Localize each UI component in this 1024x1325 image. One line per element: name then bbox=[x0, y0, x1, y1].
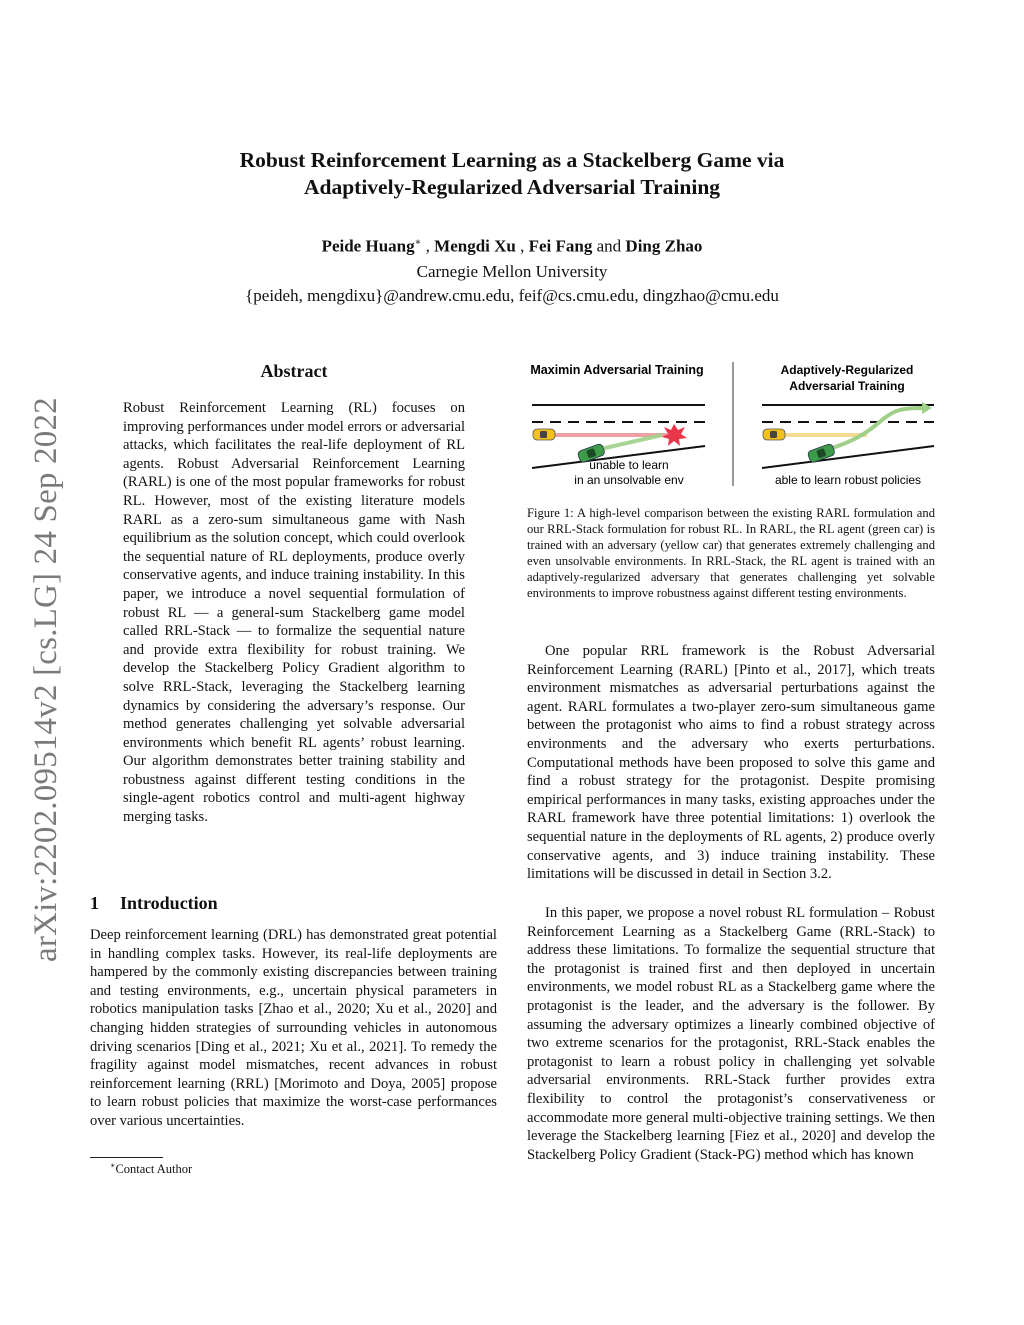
author-and: and bbox=[592, 236, 626, 256]
figure-right-note: able to learn robust policies bbox=[774, 473, 922, 487]
figure-1 bbox=[522, 358, 942, 498]
author-name: Fei Fang bbox=[528, 236, 593, 256]
paragraph-text: One popular RRL framework is the Robust Adversarial Reinforcement Learning (RARL) [Pinto et al., 2017], which treats environment mismatches as adversarial perturbations against the agent. RARL formulates a two-player zero-sum simultaneous game between the protagonist who aims to find a robust strategy across environments and the adversary who exerts perturbations. Computational methods have been proposed to solve this game and find a robust strategy for the protagonist. Despite promising empirical performances in many tasks, existing approaches under the RARL framework have three potential limitations: 1) overlook the sequential nature in the deployments of RL agents, 2) produce overly conservative agents, and 3) induce training instability. These limitations will be discussed in detail in Section 3.2. bbox=[527, 643, 935, 883]
author-name: Peide Huang bbox=[321, 236, 415, 256]
author-list bbox=[0, 232, 1024, 258]
right-column-paragraph bbox=[527, 904, 935, 1164]
figure-left-title: Maximin Adversarial Training bbox=[530, 363, 704, 377]
author-mark: ∗ bbox=[414, 237, 422, 248]
figure-left-note-line1: unable to learn bbox=[589, 458, 669, 472]
footnote-rule bbox=[90, 1157, 163, 1158]
figure-left-note-line2: in an unsolvable env bbox=[574, 473, 684, 487]
paper-title-line1: Robust Reinforcement Learning as a Stackelberg Game via bbox=[239, 148, 785, 172]
section-number: 1 bbox=[90, 893, 99, 913]
footnote-text: Contact Author bbox=[115, 1162, 193, 1177]
footnote-mark: ∗ bbox=[110, 1161, 116, 1170]
affiliation: Carnegie Mellon University bbox=[416, 262, 608, 281]
introduction-text: Deep reinforcement learning (DRL) has demonstrated great potential in handling complex tasks. However, its real-life deployments are hampered by the commonly existing discrepancies between training and testing environments, e.g., uncertain physical parameters in robotics manipulation tasks [Zhao et al., 2020; Xu et al., 2020] and changing hidden strategies of surrounding vehicles in autonomous driving scenarios [Ding et al., 2021; Xu et al., 2021]. To remedy the fragility against model mismatches, recent advances in robust reinforcement learning (RRL) [Morimoto and Doya, 2005] propose to learn robust policies that maximize the worst-case performances over various uncertainties. bbox=[90, 927, 497, 1129]
merge-lane-edge bbox=[762, 446, 934, 468]
paragraph-text: In this paper, we propose a novel robust RL formulation – Robust Reinforcement Learning as a Stackelberg Game (RRL-Stack) to address these limitations. To formalize the sequential structure that the protagonist is trained first and then deployed in uncertain environments, we model robust RL as a Stackelberg game where the protagonist is the leader, and the adversary is the follower. By assuming the adversary optimizes a linearly combined objective of two extreme scenarios for the protagonist, RRL-Stack enables the protagonist to learn a robust policy in challenging yet solvable adversarial environments. RRL-Stack further provides extra flexibility to control the protagonist’s conservativeness or accommodate more general multi-objective training settings. We then leverage the Stackelberg learning [Fiez et al., 2020] and develop the Stackelberg Policy Gradient (Stack-PG) method which has known bbox=[527, 905, 935, 1163]
paper-title-line2: Adaptively-Regularized Adversarial Training bbox=[303, 175, 721, 199]
paper-title bbox=[0, 147, 1024, 201]
adversary-car-icon bbox=[533, 429, 555, 440]
affiliation-block bbox=[0, 260, 1024, 308]
agent-path bbox=[822, 408, 922, 451]
author-separator: , bbox=[421, 236, 435, 256]
figure-right-title-line1: Adaptively-Regularized bbox=[780, 363, 914, 377]
right-column-paragraph bbox=[527, 642, 935, 884]
figure-caption: Figure 1: A high-level comparison between the existing RARL formulation and our RRL-Stack formulation for robust RL. In RARL, the RL agent (green car) is trained with an adversary (yellow car) that generates extremely challenging and even unsolvable environments. In RRL-Stack, the RL agent is trained with an adaptively-regularized adversary that generates challenging yet solvable environments to improve robustness against different testing environments. bbox=[527, 506, 935, 600]
arxiv-identifier: arXiv:2202.09514v2 [cs.LG] 24 Sep 2022 bbox=[28, 397, 64, 962]
author-name: Mengdi Xu bbox=[434, 236, 516, 256]
author-name: Ding Zhao bbox=[625, 236, 703, 256]
arrow-head-icon bbox=[922, 402, 932, 414]
author-separator: , bbox=[515, 236, 529, 256]
author-emails: {peideh, mengdixu}@andrew.cmu.edu, feif@cs.cmu.edu, dingzhao@cmu.edu bbox=[245, 286, 779, 305]
adversary-car-icon bbox=[763, 429, 785, 440]
footnote bbox=[110, 1161, 192, 1177]
section-title: Introduction bbox=[120, 893, 218, 913]
section-heading bbox=[90, 893, 218, 914]
abstract-text: Robust Reinforcement Learning (RL) focuses on improving performances under model errors or adversarial attacks, which facilitates the real-life deployment of RL agents. Robust Adversarial Reinforcement Learning (RARL) is one of the most popular frameworks for robust RL. However, most of the existing literature models RARL as a zero-sum simultaneous game with Nash equilibrium as the solution concept, which could overlook the sequential nature of RL deployments, produce overly conservative agents, and induce training instability. In this paper, we introduce a novel sequential formulation of robust RL — a general-sum Stackelberg game model called RRL-Stack — to formalize the sequential nature and provide extra flexibility for robust training. We develop the Stackelberg Policy Gradient algorithm to solve RRL-Stack, leveraging the Stackelberg learning dynamics by considering the adversary’s response. Our method generates challenging yet solvable adversarial environments which benefit RL agents’ robust learning. Our algorithm demonstrates better training stability and robustness against different testing conditions in the single-agent robotics control and multi-agent highway merging tasks. bbox=[123, 400, 466, 826]
abstract-heading: Abstract bbox=[260, 361, 328, 381]
figure-right-title-line2: Adversarial Training bbox=[789, 379, 905, 393]
